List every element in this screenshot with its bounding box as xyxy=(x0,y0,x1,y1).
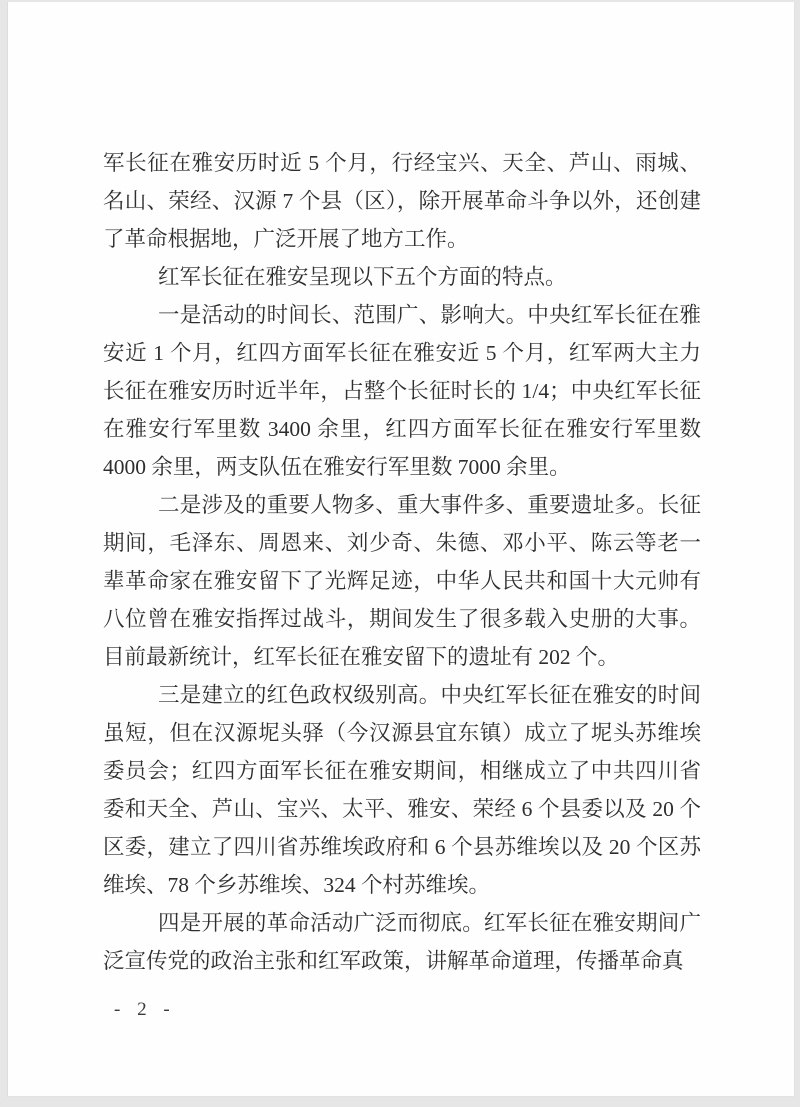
paragraph-point-3: 三是建立的红色政权级别高。中央红军长征在雅安的时间虽短，但在汉源坭头驿（今汉源县宜东镇）成立了坭头苏维埃委员会；红四方面军长征在雅安期间，相继成立了中共四川省委和天全、芦山、宝兴、太平、雅安、荣经 6 个县委以及 20 个区委，建立了四川省苏维埃政府和 6 个县苏维埃以及 20 个区苏维埃、78 个乡苏维埃、324 个村苏维埃。 xyxy=(103,683,701,897)
document-body xyxy=(103,144,701,980)
paragraph-point-4: 四是开展的革命活动广泛而彻底。红军长征在雅安期间广泛宣传党的政治主张和红军政策，讲解革命道理，传播革命真 xyxy=(103,911,701,973)
paragraph-intro: 红军长征在雅安呈现以下五个方面的特点。 xyxy=(158,265,567,289)
paragraph-point-2: 二是涉及的重要人物多、重大事件多、重要遗址多。长征期间，毛泽东、周恩来、刘少奇、朱德、邓小平、陈云等老一辈革命家在雅安留下了光辉足迹，中华人民共和国十大元帅有八位曾在雅安指挥过战斗，期间发生了很多载入史册的大事。目前最新统计，红军长征在雅安留下的遗址有 202 个。 xyxy=(103,493,701,669)
page-number: - 2 - xyxy=(114,999,174,1020)
paragraph-continuation: 军长征在雅安历时近 5 个月，行经宝兴、天全、芦山、雨城、名山、荣经、汉源 7 个县（区），除开展革命斗争以外，还创建了革命根据地，广泛开展了地方工作。 xyxy=(103,151,701,251)
paragraph-point-1: 一是活动的时间长、范围广、影响大。中央红军长征在雅安近 1 个月，红四方面军长征在雅安近 5 个月，红军两大主力长征在雅安历时近半年，占整个长征时长的 1/4；中央红军长征在雅安行军里数 3400 余里，红四方面军长征在雅安行军里数 4000 余里，两支队伍在雅安行军里数 7000 余里。 xyxy=(103,303,701,479)
document-page xyxy=(7,2,795,1097)
